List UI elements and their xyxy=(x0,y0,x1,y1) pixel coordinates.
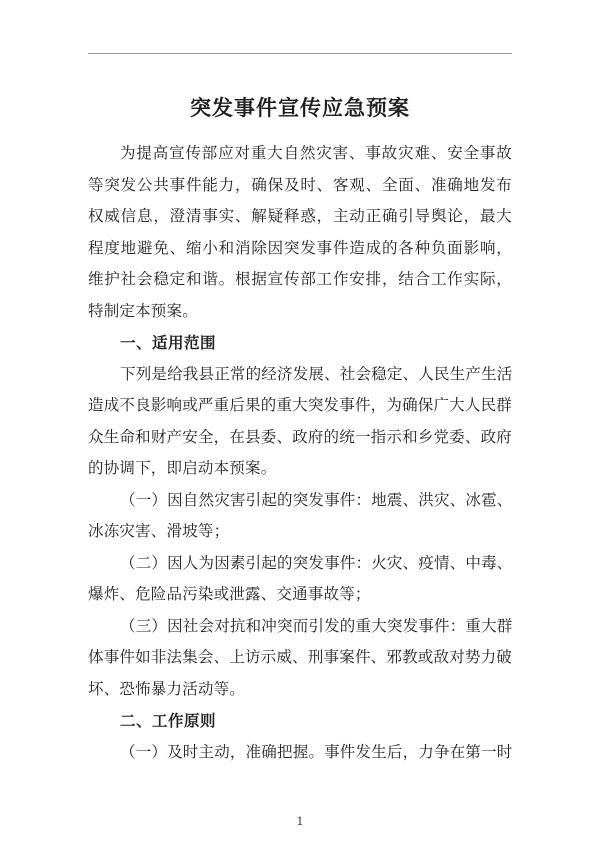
header-rule xyxy=(88,53,512,54)
text-line: 程度地避免、缩小和消除因突发事件造成的各种负面影响， xyxy=(88,238,512,257)
scope-item-natural-disasters xyxy=(88,485,512,548)
text-line: 下列是给我县正常的经济发展、社会稳定、人民生产生活 xyxy=(120,364,513,383)
text-line: 为提高宣传部应对重大自然灾害、事故灾难、安全事故 xyxy=(120,144,512,162)
text-line: 众生命和财产安全，在县委、政府的统一指示和乡党委、政府 xyxy=(88,427,512,446)
text-line: （二）因人为因素引起的突发事件：火灾、疫情、中毒、 xyxy=(120,553,513,572)
scope-paragraph xyxy=(88,359,512,485)
text-line: 爆炸、危险品污染或泄露、交通事故等； xyxy=(88,585,371,603)
text-line: （一）因自然灾害引起的突发事件：地震、洪灾、冰雹、 xyxy=(120,490,513,509)
page-number: 1 xyxy=(296,815,304,828)
principles-paragraph xyxy=(88,737,512,769)
text-line: 体事件如非法集会、上访示威、刑事案件、邪教或敌对势力破 xyxy=(88,648,512,666)
text-line: 维护社会稳定和谐。根据宣传部工作安排，结合工作实际， xyxy=(88,270,512,288)
text-line: （三）因社会对抗和冲突而引发的重大突发事件：重大群 xyxy=(120,616,513,635)
text-line: 冰冻灾害、滑坡等； xyxy=(88,522,230,540)
scope-item-social-conflict xyxy=(88,611,512,706)
section-heading-principles: 二、工作原则 xyxy=(120,711,217,730)
intro-paragraph xyxy=(88,138,512,327)
text-line: （一）及时主动，准确把握。事件发生后，力争在第一时 xyxy=(120,742,513,761)
text-line: 等突发公共事件能力，确保及时、客观、全面、准确地发布 xyxy=(88,175,512,194)
scope-item-human-factors xyxy=(88,548,512,611)
document-body xyxy=(88,138,512,768)
document-title: 突发事件宣传应急预案 xyxy=(190,95,410,120)
text-line: 坏、恐怖暴力活动等。 xyxy=(88,679,246,698)
section-heading-scope: 一、适用范围 xyxy=(120,333,217,352)
text-line: 的协调下，即启动本预案。 xyxy=(88,459,277,477)
text-line: 特制定本预案。 xyxy=(88,301,198,320)
text-line: 造成不良影响或严重后果的重大突发事件，为确保广大人民群 xyxy=(88,396,512,414)
text-line: 权威信息，澄清事实、解疑释惑，主动正确引导舆论，最大 xyxy=(88,207,512,225)
